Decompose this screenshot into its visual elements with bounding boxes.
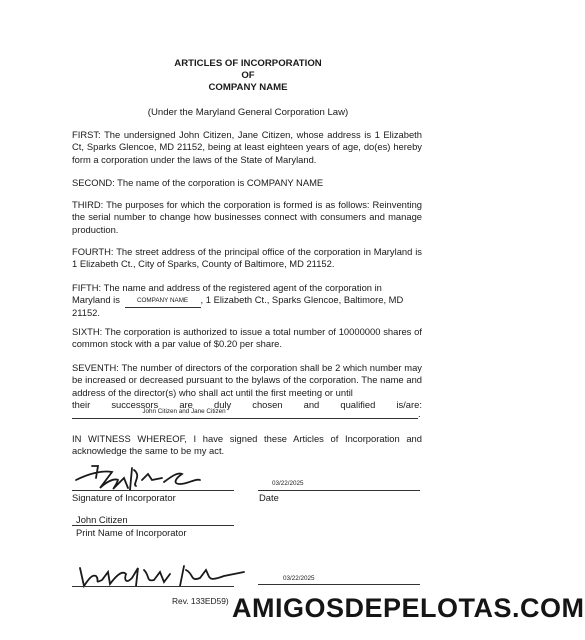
word: and: [303, 398, 320, 410]
word: duly: [213, 398, 232, 410]
signature-line: [72, 490, 234, 491]
date-label: Date: [259, 492, 279, 503]
date-line: [258, 490, 420, 491]
second-signature-line: [72, 586, 234, 587]
article-fifth-line-3: 21152.: [72, 306, 100, 318]
article-first: FIRST: The undersigned John Citizen, Jane Citizen, whose address is 1 Elizabeth Ct, Sparks Glencoe, MD 21152, being at least eighteen years of age, do(es) hereby form a corporation under the laws of the State of Maryland.: [72, 129, 422, 165]
directors-underline: [72, 418, 418, 419]
article-sixth: SIXTH: The corporation is authorized to issue a total number of 10000000 shares of common stock with a par value of $0.20 per share.: [72, 326, 422, 350]
title-line-1: ARTICLES OF INCORPORATION: [174, 58, 322, 69]
registered-agent-field: [125, 294, 201, 307]
article-second: SECOND: The name of the corporation is COMPANY NAME: [72, 177, 324, 188]
word: is/are:: [396, 398, 422, 410]
date-value: 03/22/2025: [272, 480, 304, 487]
article-seventh-text: SEVENTH: The number of directors of the corporation shall be 2 which number may be increased or decreased pursuant to the bylaws of the corporation. The name and address of the director(s) who shall act until the first meeting or until: [72, 362, 422, 398]
directors-end-period: .: [418, 408, 421, 419]
word: their: [72, 398, 91, 410]
word: qualified: [340, 398, 376, 410]
article-fourth: FOURTH: The street address of the principal office of the corporation in Maryland is 1 Elizabeth Ct., City of Sparks, County of Baltimore, MD 21152.: [72, 246, 422, 270]
revision-label: Rev. 133ED59): [172, 596, 229, 606]
word: are: [179, 398, 193, 410]
word: chosen: [252, 398, 283, 410]
registered-agent-name: COMPANY NAME: [136, 297, 189, 305]
second-signature-image: [74, 556, 254, 596]
print-name-value: John Citizen: [76, 514, 128, 525]
fifth-prefix: Maryland is: [72, 294, 120, 306]
title-line-2: OF: [241, 70, 255, 81]
directors-names: John Citizen and Jane Citizen: [142, 408, 226, 415]
fifth-suffix: , 1 Elizabeth Ct., Sparks Glencoe, Baltimore, MD: [200, 294, 404, 306]
watermark-logo: AMIGOSDEPELOTAS.COM: [232, 593, 585, 623]
print-name-line: [72, 525, 234, 526]
word: successors: [111, 398, 159, 410]
second-date-value: 03/22/2025: [283, 575, 315, 582]
article-fifth-line-2: [72, 294, 422, 306]
article-seventh: [72, 362, 422, 411]
subtitle: (Under the Maryland General Corporation Law): [147, 107, 349, 118]
second-date-line: [258, 584, 420, 585]
article-third: THIRD: The purposes for which the corporation is formed is as follows: Reinventing the serial number to change how businesses connect with consumers and manage production.: [72, 199, 422, 235]
signature-label: Signature of Incorporator: [72, 492, 176, 503]
article-fifth: [72, 282, 422, 319]
title-company-name: COMPANY NAME: [208, 82, 288, 93]
witness-statement: IN WITNESS WHEREOF, I have signed these Articles of Incorporation and acknowledge the same to be my act.: [72, 433, 422, 457]
article-fifth-line-1: FIFTH: The name and address of the registered agent of the corporation in: [72, 282, 382, 293]
print-name-label: Print Name of Incorporator: [76, 527, 187, 538]
